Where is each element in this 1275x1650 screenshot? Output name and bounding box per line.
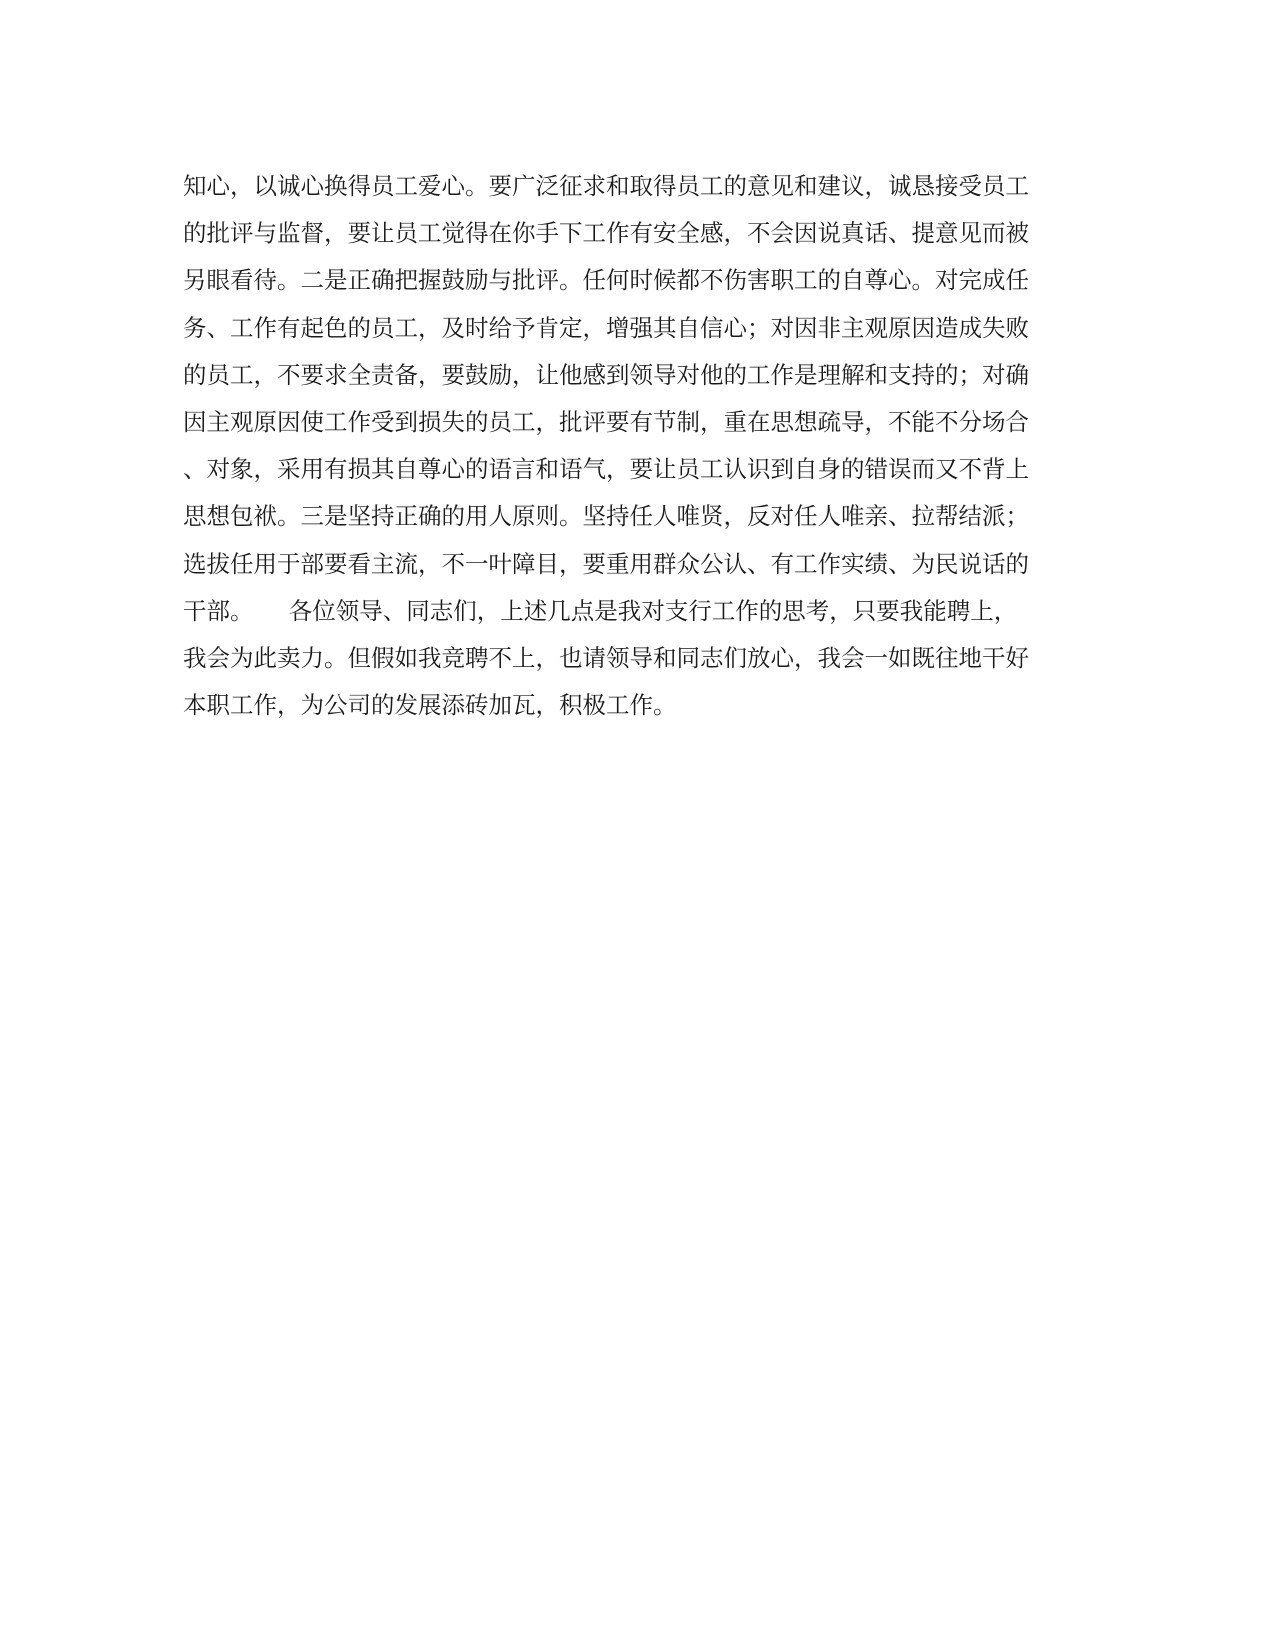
text-line: 、对象，采用有损其自尊心的语言和语气，要让员工认识到自身的错误而又不背上 bbox=[183, 455, 1029, 484]
text-line: 干部。 各位领导、同志们，上述几点是我对支行工作的思考，只要我能聘上， bbox=[183, 596, 1018, 625]
text-line: 选拔任用于部要看主流，不一叶障目，要重用群众公认、有工作实绩、为民说话的 bbox=[183, 549, 1029, 578]
text-line: 因主观原因使工作受到损失的员工，批评要有节制，重在思想疏导，不能不分场合 bbox=[183, 407, 1029, 436]
text-line: 知心，以诚心换得员工爱心。要广泛征求和取得员工的意见和建议，诚恳接受员工 bbox=[183, 172, 1029, 200]
text-line: 本职工作，为公司的发展添砖加瓦，积极工作。 bbox=[183, 691, 677, 720]
text-line: 另眼看待。二是正确把握鼓励与批评。任何时候都不伤害职工的自尊心。对完成任 bbox=[183, 266, 1029, 295]
text-line: 务、工作有起色的员工，及时给予肯定，增强其自信心；对因非主观原因造成失败 bbox=[183, 313, 1029, 342]
text-line: 我会为此卖力。但假如我竞聘不上，也请领导和同志们放心，我会一如既往地干好 bbox=[183, 643, 1029, 672]
text-line: 的批评与监督，要让员工觉得在你手下工作有安全感，不会因说真话、提意见而被 bbox=[183, 219, 1029, 248]
text-line: 的员工，不要求全责备，要鼓励，让他感到领导对他的工作是理解和支持的；对确 bbox=[183, 360, 1029, 389]
text-line: 思想包袱。三是坚持正确的用人原则。坚持任人唯贤，反对任人唯亲、拉帮结派； bbox=[183, 502, 1029, 531]
body-paragraph bbox=[183, 163, 1093, 729]
